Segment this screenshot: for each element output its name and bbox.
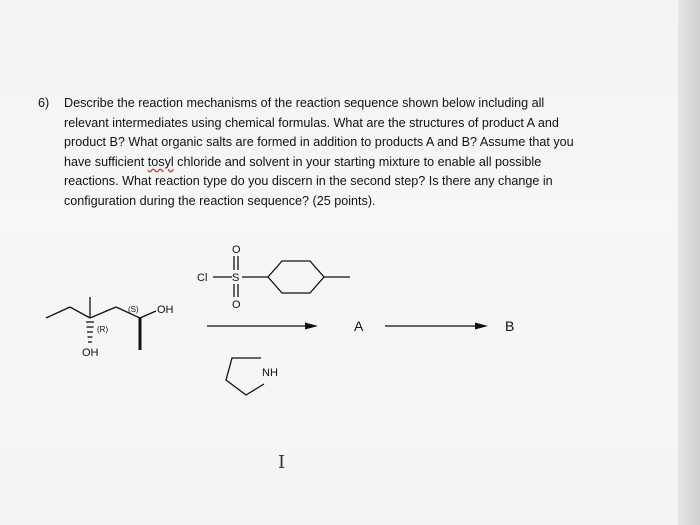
question-number: 6) (38, 96, 50, 110)
bond (70, 307, 90, 318)
line-text: chloride and solvent in your starting mixture to enable all possible (173, 154, 542, 169)
question-line: configuration during the reaction sequence? (25 points). (64, 193, 376, 208)
diol-structure (46, 297, 156, 350)
question-line: Describe the reaction mechanisms of the reaction sequence shown below including all (64, 96, 545, 110)
product-b-label: B (505, 318, 515, 334)
oxygen-top-label: O (232, 244, 241, 256)
pyrrolidine-ring (226, 358, 264, 395)
chlorine-label: Cl (197, 272, 208, 284)
question-line: reactions. What reaction type do you discern in the second step? Is there any change in (64, 174, 553, 188)
product-a-label: A (354, 318, 364, 334)
first-arrow-head (305, 323, 318, 330)
benzene-ring (268, 261, 324, 293)
bond (46, 307, 70, 318)
line-text: have sufficient (64, 154, 148, 169)
reaction-arrows (207, 323, 488, 330)
oxygen-bottom-label: O (232, 299, 241, 311)
tosyl-word: tosyl (147, 154, 174, 169)
text-cursor-icon: I (278, 452, 286, 473)
question-line: relevant intermediates using chemical formulas. What are the structures of product A and (64, 115, 559, 130)
bond (90, 307, 116, 318)
question-line: product B? What organic salts are formed in addition to products A and B? Assume that you (64, 135, 574, 149)
hydroxyl-label-bottom: OH (82, 347, 99, 359)
s-configuration-label: (S) (128, 305, 139, 314)
second-arrow-head (475, 323, 488, 330)
amine-nh-label: NH (262, 367, 278, 379)
pyrrolidine-structure (226, 358, 264, 395)
r-configuration-label: (R) (97, 325, 109, 334)
sulfur-label: S (232, 272, 240, 284)
bond (140, 311, 156, 318)
hydroxyl-label-right: OH (157, 304, 174, 316)
